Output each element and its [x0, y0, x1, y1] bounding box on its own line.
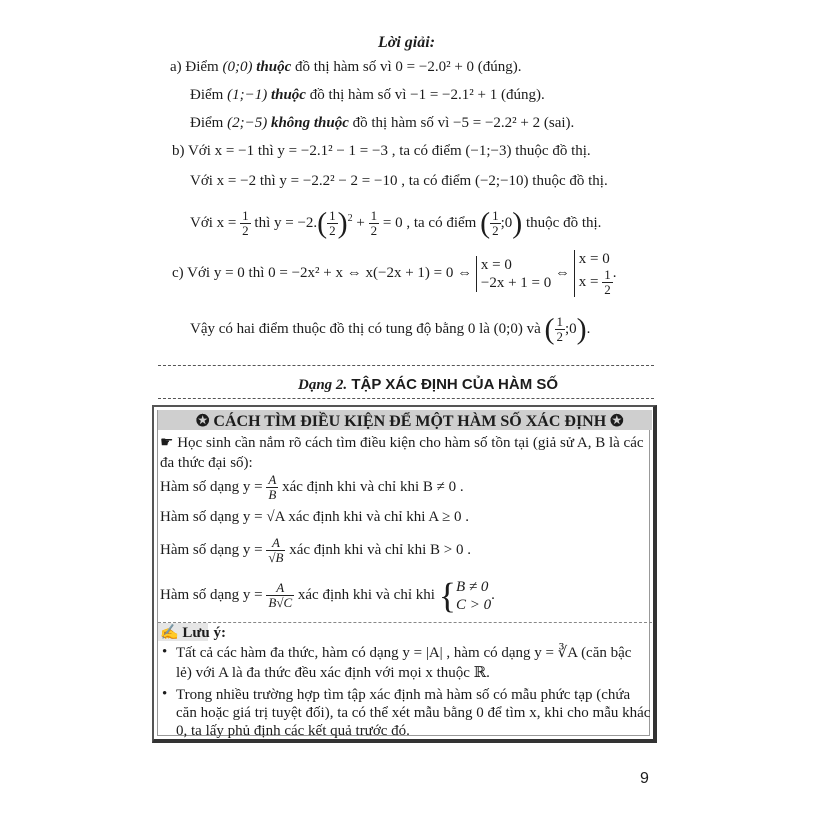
numerator: 1	[329, 208, 336, 224]
system-row: x = 0	[578, 251, 610, 268]
rule-2: Hàm số dạng y = √A xác định khi và chỉ khi A ≥ 0 .	[160, 509, 470, 525]
denominator: √B	[268, 550, 284, 566]
text-segment: đồ thị hàm số vì −5 = −2.2² + 2 (sai).	[348, 115, 575, 131]
denominator: 2	[556, 329, 563, 345]
text-segment: Điểm	[190, 115, 228, 131]
and-system	[456, 578, 491, 614]
text-segment: ;0	[500, 215, 513, 231]
right-paren: )	[576, 312, 587, 346]
system-row: x = 0	[480, 256, 512, 273]
text-segment: Vậy có hai điểm thuộc đồ thị có tung độ bằng 0 là (0;0) và	[190, 321, 541, 337]
text-segment: a) Điểm	[170, 59, 223, 75]
fraction	[490, 209, 501, 238]
note-2-line-2: căn hoặc giá trị tuyệt đối), ta có thể xét mẫu bằng 0 để tìm x, khi cho mẫu khác	[176, 705, 651, 721]
right-paren: )	[337, 206, 348, 240]
denominator: 2	[242, 223, 249, 239]
system-row: C > 0	[455, 596, 492, 613]
text-segment: Hàm số dạng y =	[160, 479, 263, 495]
box-intro-line-2: đa thức đại số):	[160, 455, 253, 471]
left-paren: (	[317, 206, 328, 240]
text-segment: c) Với y = 0 thì 0 = −2x² + x ⇔ x(−2x + 1) = 0 ⇔	[172, 265, 473, 281]
denominator: B√C	[268, 595, 293, 611]
fraction	[369, 209, 380, 238]
section-number: Dạng 2.	[298, 377, 348, 393]
left-paren: (	[544, 312, 555, 346]
bullet: •	[162, 644, 168, 660]
text-segment: đồ thị hàm số vì −1 = −2.1² + 1 (đúng).	[305, 87, 545, 103]
bullet: •	[162, 686, 168, 702]
or-system	[574, 250, 613, 297]
rule-1	[160, 470, 464, 504]
denominator: 2	[329, 223, 336, 239]
keyword: không thuộc	[270, 115, 349, 131]
numerator: 1	[604, 267, 611, 283]
text-segment: Hàm số dạng y =	[160, 587, 263, 603]
solution-c-line-1	[172, 250, 616, 297]
text-segment: thuộc đồ thị.	[526, 215, 602, 231]
or-system	[476, 256, 551, 292]
denominator: B	[268, 487, 277, 503]
section-title: TẬP XÁC ĐỊNH CỦA HÀM SỐ	[351, 376, 559, 393]
text-segment: xác định khi và chỉ khi B ≠ 0 .	[282, 479, 464, 495]
keyword: thuộc	[270, 87, 306, 103]
text-segment: đồ thị hàm số vì 0 = −2.0² + 0 (đúng).	[291, 59, 522, 75]
fraction	[240, 209, 251, 238]
solution-a-line-2	[190, 86, 545, 104]
text-segment: x =	[578, 274, 599, 290]
point-label: (1;−1)	[227, 87, 268, 103]
text-segment: ;0	[565, 321, 577, 337]
section-heading	[298, 376, 558, 394]
fraction	[555, 315, 566, 344]
text-segment: xác định khi và chỉ khi B > 0 .	[289, 542, 471, 558]
divider	[158, 365, 654, 366]
fraction	[266, 536, 285, 565]
solution-a-line-3	[190, 114, 574, 132]
fraction	[266, 581, 294, 610]
solution-b-line-3	[190, 202, 601, 240]
numerator: A	[266, 536, 285, 551]
numerator: A	[268, 472, 277, 488]
note-1-line-2: lẻ) với A là đa thức đều xác định với mọi x thuộc ℝ.	[176, 665, 490, 681]
numerator: 1	[370, 208, 378, 224]
denominator: 2	[492, 223, 499, 239]
numerator: 1	[556, 314, 563, 330]
point-label: (0;0)	[222, 59, 253, 75]
text-segment: Điểm	[190, 87, 228, 103]
rule-4: Hàm số dạng y = $\frac{A}{B√C}$ xác định khi và chỉ khi { B ≠ 0 C > 0 .	[160, 575, 495, 616]
text-segment: thì y = −2.	[254, 215, 318, 231]
solution-b-line-2: Với x = −2 thì y = −2.2² − 2 = −10 , ta có điểm (−2;−10) thuộc đồ thị.	[190, 173, 608, 189]
text-segment: xác định khi và chỉ khi	[297, 587, 435, 603]
text-segment: Với x =	[190, 215, 237, 231]
keyword: thuộc	[256, 59, 292, 75]
solution-c-line-2	[190, 312, 590, 346]
numerator: A	[266, 581, 294, 596]
note-2-line-3: 0, ta lấy phủ định các kết quả trước đó.	[176, 723, 410, 739]
system-row: −2x + 1 = 0	[480, 274, 552, 291]
fraction	[602, 268, 613, 297]
text-segment: ⇔	[555, 265, 570, 281]
left-brace: {	[438, 575, 456, 616]
solution-title: Lời giải:	[378, 34, 436, 51]
text-segment: = 0 , ta có điểm	[382, 215, 477, 231]
point-label: (2;−5)	[227, 115, 268, 131]
solution-a-line-1	[170, 58, 522, 76]
system-row: B ≠ 0	[455, 578, 489, 595]
note-label: ✍ Lưu ý:	[160, 625, 227, 641]
text-segment: Hàm số dạng y =	[160, 542, 263, 558]
fraction	[327, 209, 338, 238]
exponent: 2	[347, 213, 353, 224]
system-row	[579, 268, 613, 297]
text-segment: .	[612, 265, 617, 281]
rule-3	[160, 533, 471, 567]
box-intro-line-1: ☛ Học sinh cần nắm rõ cách tìm điều kiện cho hàm số tồn tại (giả sử A, B là các	[160, 435, 644, 451]
box-title: ✪ CÁCH TÌM ĐIỀU KIỆN ĐỂ MỘT HÀM SỐ XÁC ĐỊNH ✪	[196, 413, 624, 430]
denominator: 2	[370, 223, 378, 239]
numerator: 1	[492, 208, 499, 224]
left-paren: (	[480, 206, 491, 240]
divider	[158, 398, 654, 399]
denominator: 2	[604, 282, 611, 298]
note-2-line-1: Trong nhiều trường hợp tìm tập xác định mà hàm số có mẫu phức tạp (chứa	[176, 687, 631, 703]
right-paren: )	[512, 206, 523, 240]
fraction	[266, 473, 278, 502]
text-segment: +	[356, 215, 365, 231]
note-1-line-1: Tất cả các hàm đa thức, hàm có dạng y = |A| , hàm có dạng y = ∛A (căn bậc	[176, 645, 632, 661]
text-segment: .	[586, 321, 591, 337]
solution-b-line-1: b) Với x = −1 thì y = −2.1² − 1 = −3 , ta có điểm (−1;−3) thuộc đồ thị.	[172, 143, 591, 159]
numerator: 1	[242, 208, 249, 224]
page-number: 9	[640, 770, 649, 787]
